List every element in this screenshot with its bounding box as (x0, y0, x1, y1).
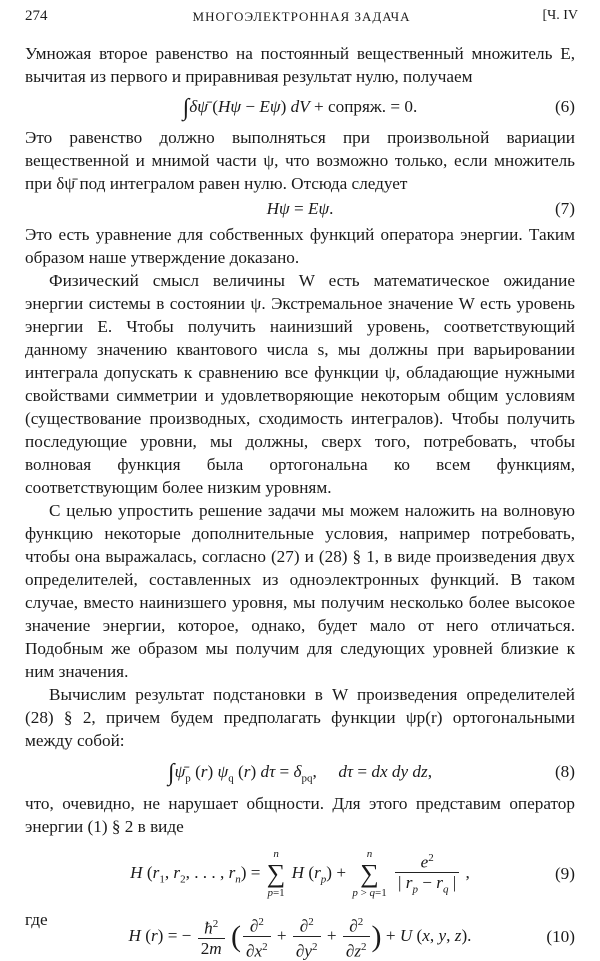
page-number: 274 (25, 8, 48, 24)
paragraph: Это есть уравнение для собственных функций оператора энергии. Таким образом наше утверждение доказано. (25, 225, 575, 267)
eq6-tail: + сопряж. = 0. (314, 97, 418, 116)
equation-9: H ($r_1$, $r_2$, . . . , $r_n$) = n ∑ p=1 H $(r_p)$ + n ∑ p > q=1 $\frac{e^2}{| r_p - r_q |}$ , (9) (130, 848, 575, 899)
equation-number: (6) (554, 97, 575, 116)
paragraph: что, очевидно, не нарушает общности. Для этого представим оператор энергии (1) § 2 в виде (25, 794, 575, 836)
paragraph: Физический смысл величины W есть математическое ожидание энергии системы в состоянии ψ. Экстремальное значение W есть уровень энергии E. Чтобы получить наинизший уровень, соответствующий данному значению квантового числа s, мы должны при варьировании интеграла допускать к сравнению все функции ψ, обладающие нужными свойствами симметрии и удовлетворяющие некоторым общим условиям (существование производных, сходимость интегралов). Чтобы получить последующие уровни, мы должны, сверх того, потребовать, чтобы волновая функция была ортогональна ко всем функциям, соответствующим более низким уровням. (25, 271, 575, 497)
running-title: МНОГОЭЛЕКТРОННАЯ ЗАДАЧА (192, 9, 411, 24)
equation-10: H (r) = − $\frac{ħ^2}{2m}$ ( $\frac{\partial^2}{\partial x^2}$ + $\frac{\partial^2}{\partial y^2}$ + $\frac{\partial^2}{\partial z^2}$ ) + U (x, y, z). (10) (25, 911, 575, 961)
equation-number: (8) (554, 762, 575, 781)
paragraph: где (25, 910, 48, 929)
page-body (25, 42, 575, 961)
equation-7: Hψ = Eψ. (7) (266, 199, 575, 218)
page-header (25, 8, 578, 30)
equation-6: ∫δψ̄ (Hψ − Eψ) dV + сопряж. = 0. (6) (182, 95, 575, 121)
paragraph: Это равенство должно выполняться при произвольной вариации вещественной и мнимой части ψ, что возможно только, если множитель при δψ̄ под интегралом равен нулю. Отсюда следует (25, 128, 575, 193)
equation-number: (10) (546, 927, 575, 946)
equation-8: $\int\psī_p$ (r) $\psi_q$ (r) $d\tau = \delta_{pq}$, dτ = dx dy dz, (8) (168, 760, 575, 786)
paragraph: С целью упростить решение задачи мы можем наложить на волновую функцию некоторые дополнительные условия, например потребовать, чтобы она выражалась, согласно (27) и (28) § 1, в виде произведения двух определителей, составленных из одноэлектронных функций. В таком случае, вместо наинизшего уровня, мы получим несколько более высокое значение энергии, которое, однако, будет мало от него отличаться. Подобным же образом мы получим для следующих уровней близкие к ним значения. (25, 501, 575, 681)
chapter-label: [Ч. IV (542, 8, 578, 23)
equation-number: (9) (554, 864, 575, 883)
paragraph: Вычислим результат подстановки в W произведения определителей (28) § 2, причем будем предполагать функции ψp(r) ортогональными между собой: (25, 685, 575, 750)
equation-number: (7) (554, 199, 575, 218)
paragraph: Умножая второе равенство на постоянный вещественный множитель E, вычитая из первого и приравнивая результат нулю, получаем (25, 44, 575, 86)
